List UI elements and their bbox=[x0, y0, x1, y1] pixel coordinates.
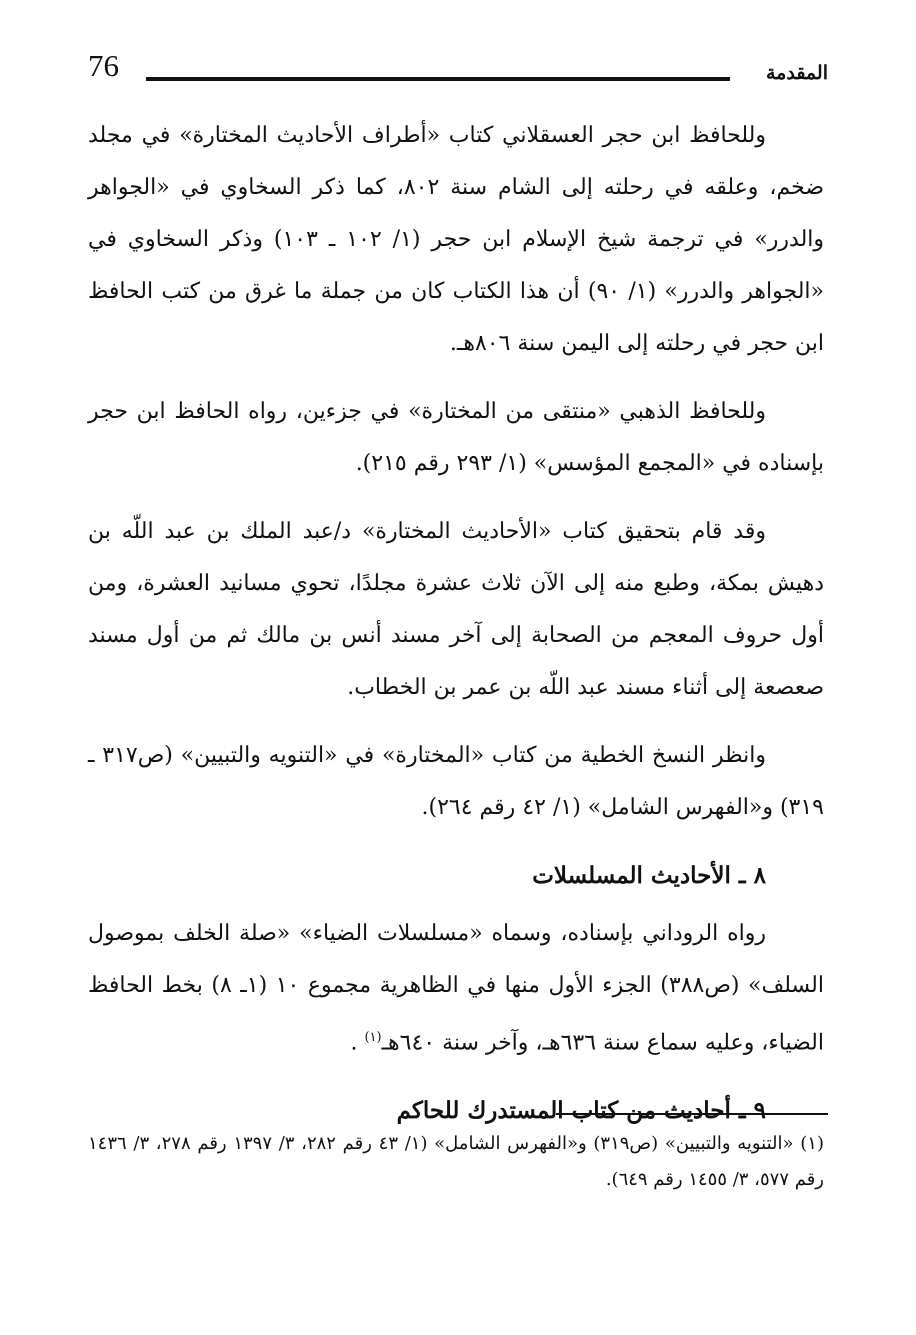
footnotes bbox=[88, 1126, 824, 1198]
page-header bbox=[88, 48, 828, 96]
paragraph-rudani bbox=[88, 908, 824, 1069]
footnote-separator bbox=[556, 1113, 828, 1115]
paragraph-ibn-hajar: وللحافظ ابن حجر العسقلاني كتاب «أطراف الأحاديث المختارة» في مجلد ضخم، وعلقه في رحلته إلى الشام سنة ٨٠٢، كما ذكر السخاوي في «الجواهر والدرر» في ترجمة شيخ الإسلام ابن حجر (١/ ١٠٢ ـ ١٠٣) وذكر السخاوي في «الجواهر والدرر» (١/ ٩٠) أن هذا الكتاب كان من جملة ما غرق من كتب الحافظ ابن حجر في رحلته إلى اليمن سنة ٨٠٦هـ. bbox=[88, 123, 825, 356]
running-title: المقدمة bbox=[765, 62, 828, 84]
paragraph-dhahabi: وللحافظ الذهبي «منتقى من المختارة» في جزءين، رواه الحافظ ابن حجر بإسناده في «المجمع المؤسس» (١/ ٢٩٣ رقم ٢١٥). bbox=[88, 399, 824, 476]
heading-musalsalat: ٨ ـ الأحاديث المسلسلات bbox=[532, 862, 766, 889]
footnote-1: (١) «التنويه والتبيين» (ص٣١٩) و«الفهرس الشامل» (١/ ٤٣ رقم ٢٨٢، ٣/ ١٣٩٧ رقم ٢٧٨، ٣/ ١٤٣٦ رقم ٥٧٧، ٣/ ١٤٥٥ رقم ٦٤٩). bbox=[88, 1133, 824, 1190]
footnote-reference[interactable]: (١) bbox=[364, 1030, 382, 1045]
main-text bbox=[88, 110, 824, 1143]
heading-mustadrak: ٩ ـ أحاديث من كتاب المستدرك للحاكم bbox=[396, 1097, 766, 1125]
paragraph-manuscripts: وانظر النسخ الخطية من كتاب «المختارة» في «التنويه والتبيين» (ص٣١٧ ـ ٣١٩) و«الفهرس الشامل» (١/ ٤٢ رقم ٢٦٤). bbox=[88, 743, 824, 820]
page-number: 76 bbox=[88, 48, 119, 83]
paragraph-rudani-end: . bbox=[350, 1030, 365, 1056]
paragraph-tahqiq: وقد قام بتحقيق كتاب «الأحاديث المختارة» د/عبد الملك بن عبد اللّه بن دهيش بمكة، وطبع منه إلى الآن ثلاث عشرة مجلدًا، تحوي مسانيد العشرة، ومن أول حروف المعجم من الصحابة إلى آخر مسند أنس بن مالك ثم من أول مسند صعصعة إلى أثناء مسند عبد اللّه بن عمر بن الخطاب. bbox=[88, 519, 824, 700]
header-rule bbox=[146, 77, 730, 81]
paragraph-rudani-text: رواه الروداني بإسناده، وسماه «مسلسلات الضياء» «صلة الخلف بموصول السلف» (ص٣٨٨) الجزء الأول منها في الظاهرية مجموع ١٠ (١ـ ٨) بخط الحافظ الضياء، وعليه سماع سنة ٦٣٦هـ، وآخر سنة ٦٤٠هـ bbox=[88, 921, 824, 1056]
